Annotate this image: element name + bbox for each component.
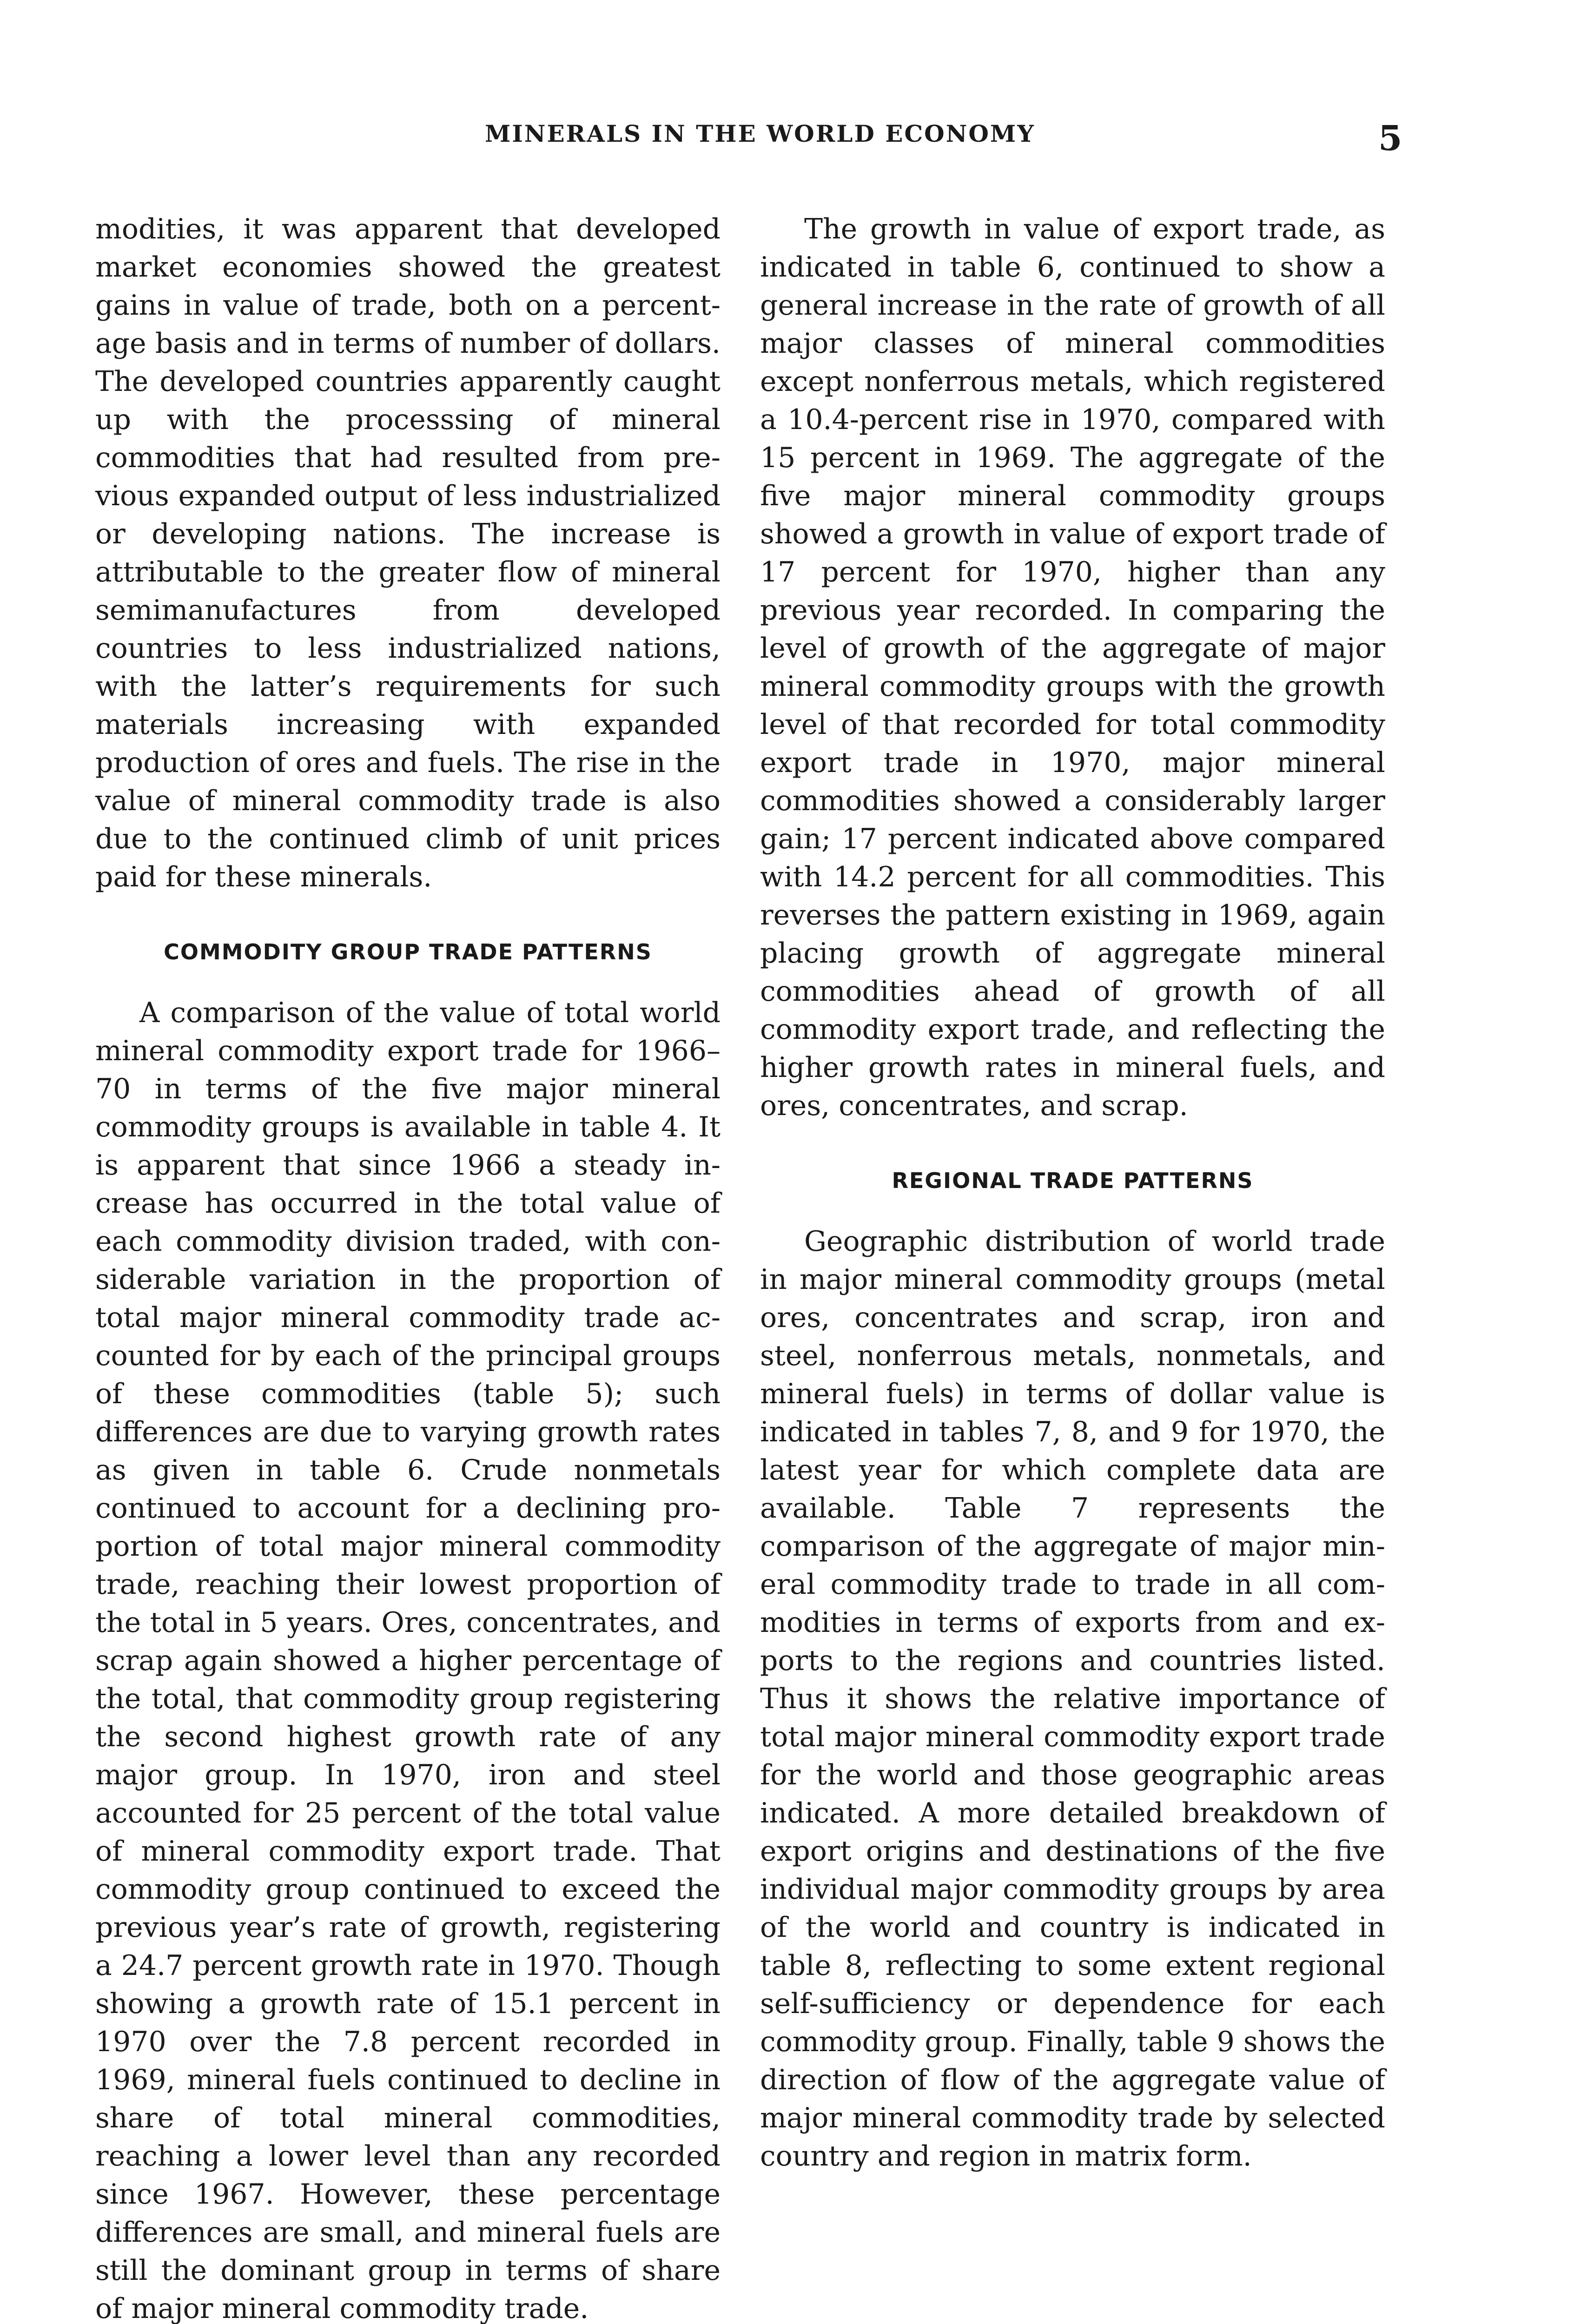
section-heading-commodity-group: COMMODITY GROUP TRADE PATTERNS — [164, 939, 652, 964]
right-column — [760, 210, 1385, 2175]
right-paragraph-2: Geographic distribution of world trade in major mineral commodity groups (metal ores, concentrates and scrap, iron and steel, nonferrous metals, nonmetals, and mineral fuels) in terms of dollar value is indicated in tables 7, 8, and 9 for 1970, the latest year for which complete data are available. Table 7 represents the comparison of the aggregate of major mineral commodity trade to trade in all commodities in terms of exports from and exports to the regions and countries listed. Thus it shows the relative importance of total major mineral commodity export trade for the world and those geographic areas indicated. A more detailed breakdown of export origins and destinations of the five individual major commodity groups by area of the world and country is indicated in table 8, reflecting to some extent regional self-sufficiency or dependence for each commodity group. Finally, table 9 shows the direction of flow of the aggregate value of major mineral commodity trade by selected country and region in matrix form. — [760, 1225, 1385, 2172]
section-heading-regional: REGIONAL TRADE PATTERNS — [892, 1168, 1254, 1193]
page-number: 5 — [1378, 119, 1402, 158]
right-paragraph-1: The growth in value of export trade, as indicated in table 6, continued to show a general increase in the rate of growth of all major classes of mineral commodities except nonferrous metals, which registered a 10.4-percent rise in 1970, compared with 15 percent in 1969. The aggregate of the five major mineral commodity groups showed a growth in value of export trade of 17 percent for 1970, higher than any previous year recorded. In comparing the level of growth of the aggregate of major mineral commodity groups with the growth level of that recorded for total commodity export trade in 1970, major mineral commodities showed a considerably larger gain; 17 percent indicated above compared with 14.2 percent for all commodities. This reverses the pattern existing in 1969, again placing growth of aggregate mineral commodities ahead of growth of all commodity export trade, and reflecting the higher growth rates in mineral fuels, and ores, concentrates, and scrap. — [760, 213, 1385, 1122]
left-paragraph-2: A comparison of the value of total world mineral commodity export trade for 1966–70 in terms of the five major mineral commodity groups is available in table 4. It is apparent that since 1966 a steady increase has occurred in the total value of each commodity division traded, with considerable variation in the proportion of total major mineral commodity trade accounted for by each of the principal groups of these commodities (table 5); such differences are due to varying growth rates as given in table 6. Crude nonmetals continued to account for a declining proportion of total major mineral commodity trade, reaching their lowest proportion of the total in 5 years. Ores, concentrates, and scrap again showed a higher percentage of the total, that commodity group registering the second highest growth rate of any major group. In 1970, iron and steel accounted for 25 percent of the total value of mineral commodity export trade. That commodity group continued to exceed the previous year’s rate of growth, registering a 24.7 percent growth rate in 1970. Though showing a growth rate of 15.1 percent in 1970 over the 7.8 percent recorded in 1969, mineral fuels continued to decline in share of total mineral commodities, reaching a lower level than any recorded since 1967. However, these percentage differences are small, and mineral fuels are still the dominant group in terms of share of major mineral commodity trade. — [95, 997, 721, 2324]
running-title: MINERALS IN THE WORLD ECONOMY — [485, 120, 1035, 147]
left-column — [95, 210, 721, 2324]
left-paragraph-1: modities, it was apparent that developed market economies showed the greatest gains in value of trade, both on a percentage basis and in terms of number of dollars. The developed countries apparently caught up with the processsing of mineral commodities that had resulted from previous expanded output of less industrialized or developing nations. The increase is attributable to the greater flow of mineral semimanufactures from developed countries to less industrialized nations, with the latter’s requirements for such materials increasing with expanded production of ores and fuels. The rise in the value of mineral commodity trade is also due to the continued climb of unit prices paid for these minerals. — [95, 213, 721, 893]
